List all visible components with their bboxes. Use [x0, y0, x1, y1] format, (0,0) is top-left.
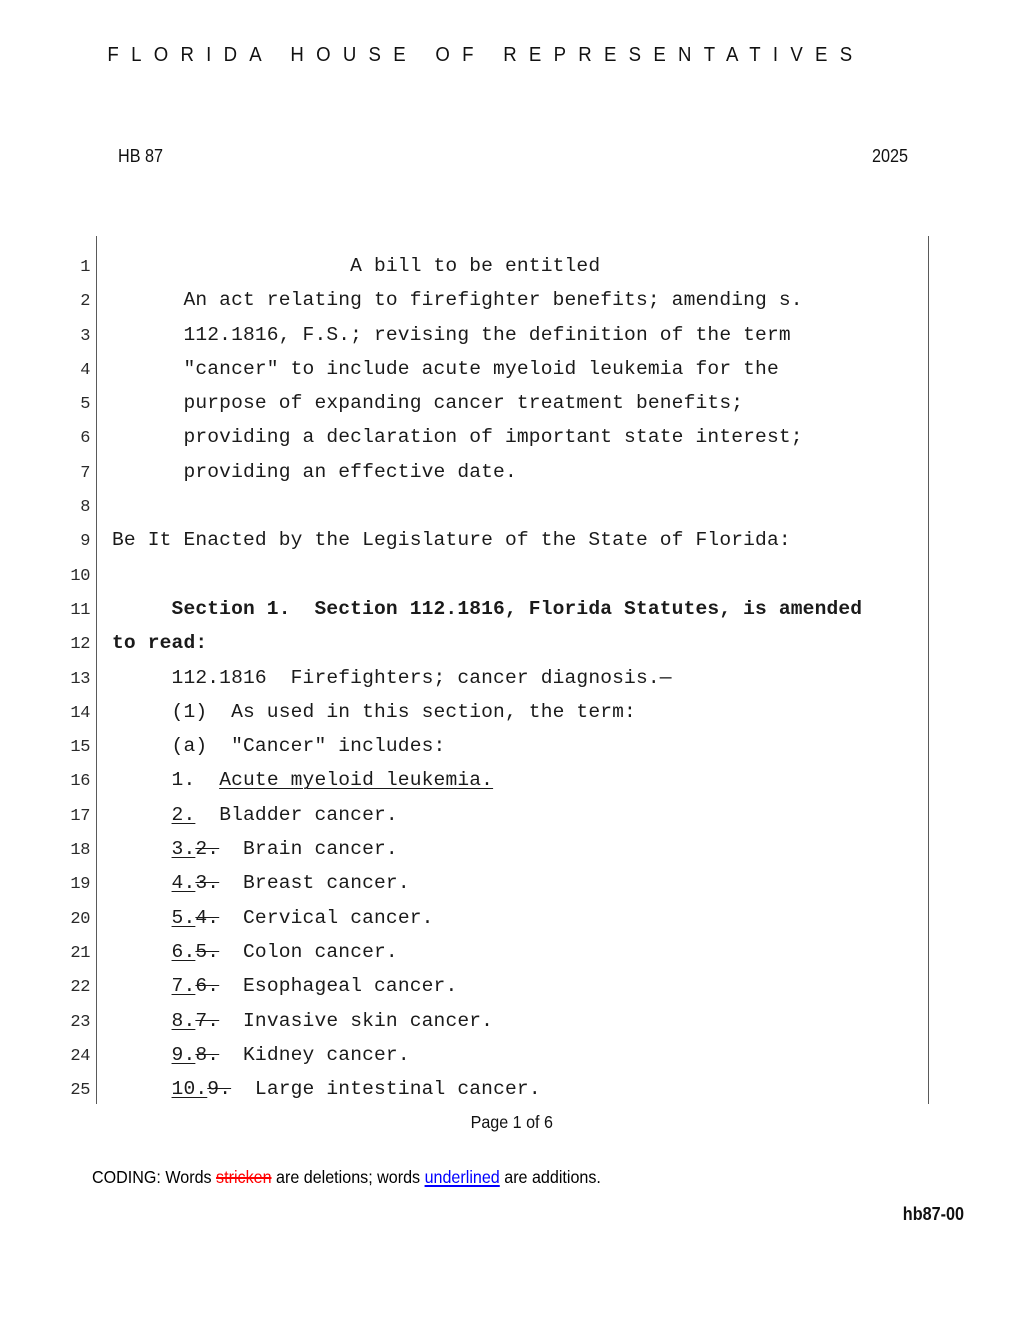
line-number: 12: [70, 635, 90, 655]
bill-line: [60, 613, 965, 655]
bill-identifier-row: [118, 146, 908, 167]
bill-number: HB 87: [118, 146, 164, 166]
plain-text: Cervical cancer.: [219, 906, 434, 929]
inserted-text: 7.: [171, 975, 196, 998]
line-number: 18: [70, 841, 90, 861]
plain-text: "cancer" to include acute myeloid leukemia for the: [112, 357, 779, 380]
inserted-text: 8.: [171, 1009, 196, 1032]
plain-text: Colon cancer.: [219, 940, 398, 963]
bill-line: [60, 236, 965, 277]
chamber-header: FLORIDA HOUSE OF REPRESENTATIVES: [107, 44, 865, 66]
plain-text: Section 1. Section 112.1816, Florida Statutes, is amended: [112, 597, 863, 620]
line-number: 22: [70, 978, 90, 998]
document-code-label: hb87-00: [902, 1204, 964, 1224]
bill-line: [60, 1059, 965, 1101]
coding-middle-text: are deletions; words: [271, 1167, 425, 1187]
bill-line: [60, 956, 965, 998]
deleted-text: 6.: [195, 975, 220, 998]
numbered-line-list: [60, 236, 965, 1101]
bill-year: 2025: [871, 146, 908, 166]
line-number: 5: [80, 395, 90, 415]
document-code: [896, 1204, 964, 1225]
coding-suffix-text: are additions.: [499, 1167, 601, 1187]
plain-text: providing an effective date.: [112, 460, 517, 483]
plain-text: Breast cancer.: [219, 872, 410, 895]
plain-text: Invasive skin cancer.: [219, 1009, 494, 1032]
plain-text: 112.1816 Firefighters; cancer diagnosis.—: [112, 666, 672, 689]
line-number: 25: [70, 1081, 90, 1101]
line-number: 8: [80, 498, 90, 518]
plain-text: purpose of expanding cancer treatment benefits;: [112, 392, 744, 415]
line-number: 21: [70, 943, 90, 963]
bill-line: [60, 922, 965, 963]
line-number: 14: [70, 703, 90, 723]
inserted-text: 3.: [171, 838, 196, 861]
line-number: 23: [70, 1012, 90, 1032]
bill-line: [60, 785, 965, 826]
bill-line: [60, 1025, 965, 1066]
plain-text: to read:: [112, 632, 208, 655]
line-number: 6: [80, 429, 90, 449]
bill-line: [60, 682, 965, 723]
line-number: 13: [70, 669, 90, 689]
bill-line: [60, 442, 965, 483]
bill-text-body: [60, 236, 965, 1101]
line-number: 20: [70, 909, 90, 929]
plain-text: Brain cancer.: [219, 838, 398, 861]
deleted-text: 4.: [195, 906, 220, 929]
deleted-text: 7.: [195, 1009, 220, 1032]
plain-text: Kidney cancer.: [219, 1043, 410, 1066]
line-number: 7: [80, 463, 90, 483]
plain-text: Bladder cancer.: [195, 803, 398, 826]
bill-line: [60, 270, 965, 312]
deleted-text: 5.: [195, 940, 220, 963]
inserted-text: 6.: [171, 940, 196, 963]
line-number: 16: [70, 772, 90, 792]
plain-text: Large intestinal cancer.: [231, 1078, 541, 1101]
inserted-text: 4.: [171, 872, 196, 895]
plain-text: Esophageal cancer.: [219, 975, 458, 998]
bill-line: [60, 545, 965, 586]
line-text: [112, 1072, 965, 1106]
line-number: 9: [80, 532, 90, 552]
bill-line: [60, 853, 965, 895]
line-number: 3: [80, 326, 90, 346]
plain-text: (1) As used in this section, the term:: [112, 700, 636, 723]
deleted-text: 3.: [195, 872, 220, 895]
deleted-text: 9.: [207, 1078, 232, 1101]
bill-line: [60, 339, 965, 380]
line-number: 11: [70, 600, 90, 620]
plain-text: Be It Enacted by the Legislature of the State of Florida:: [112, 529, 791, 552]
line-number: 15: [70, 738, 90, 758]
line-number: 1: [80, 258, 90, 277]
bill-line: [60, 373, 965, 415]
line-number: 2: [80, 292, 90, 312]
line-number: 19: [70, 875, 90, 895]
line-number: 24: [70, 1046, 90, 1066]
plain-text: A bill to be entitled: [112, 255, 601, 277]
deleted-text: 2.: [195, 838, 220, 861]
bill-line: [60, 991, 965, 1032]
bill-line: [60, 579, 965, 620]
plain-text: [112, 1078, 172, 1100]
line-number: 10: [70, 566, 90, 586]
bill-line: [60, 476, 965, 518]
line-number: 4: [80, 360, 90, 380]
inserted-text: 2.: [171, 803, 196, 826]
bill-line: [60, 648, 965, 689]
page-number-label: Page 1 of 6: [470, 1112, 554, 1132]
bill-line: [60, 407, 965, 449]
coding-legend: [92, 1167, 645, 1188]
bill-line: [60, 819, 965, 861]
inserted-text: 5.: [171, 906, 196, 929]
deleted-text: 8.: [195, 1043, 220, 1066]
line-number: 17: [70, 806, 90, 826]
page-number: [0, 1112, 1024, 1133]
coding-prefix-text: CODING: Words: [92, 1167, 217, 1187]
bill-line: [60, 305, 965, 346]
bill-line: [60, 750, 965, 792]
bill-line: [60, 510, 965, 552]
inserted-text: 10.: [171, 1078, 208, 1101]
plain-text: (a) "Cancer" includes:: [112, 735, 446, 758]
plain-text: 1.: [112, 769, 220, 792]
bill-line: [60, 888, 965, 929]
bill-line: [60, 716, 965, 758]
inserted-text: 9.: [171, 1043, 196, 1066]
coding-stricken-sample: stricken: [216, 1167, 272, 1187]
coding-underlined-sample: underlined: [424, 1167, 500, 1187]
inserted-text: Acute myeloid leukemia.: [219, 769, 494, 792]
plain-text: providing a declaration of important state interest;: [112, 426, 803, 449]
plain-text: 112.1816, F.S.; revising the definition of the term: [112, 323, 791, 346]
plain-text: An act relating to firefighter benefits; amending s.: [112, 289, 803, 312]
